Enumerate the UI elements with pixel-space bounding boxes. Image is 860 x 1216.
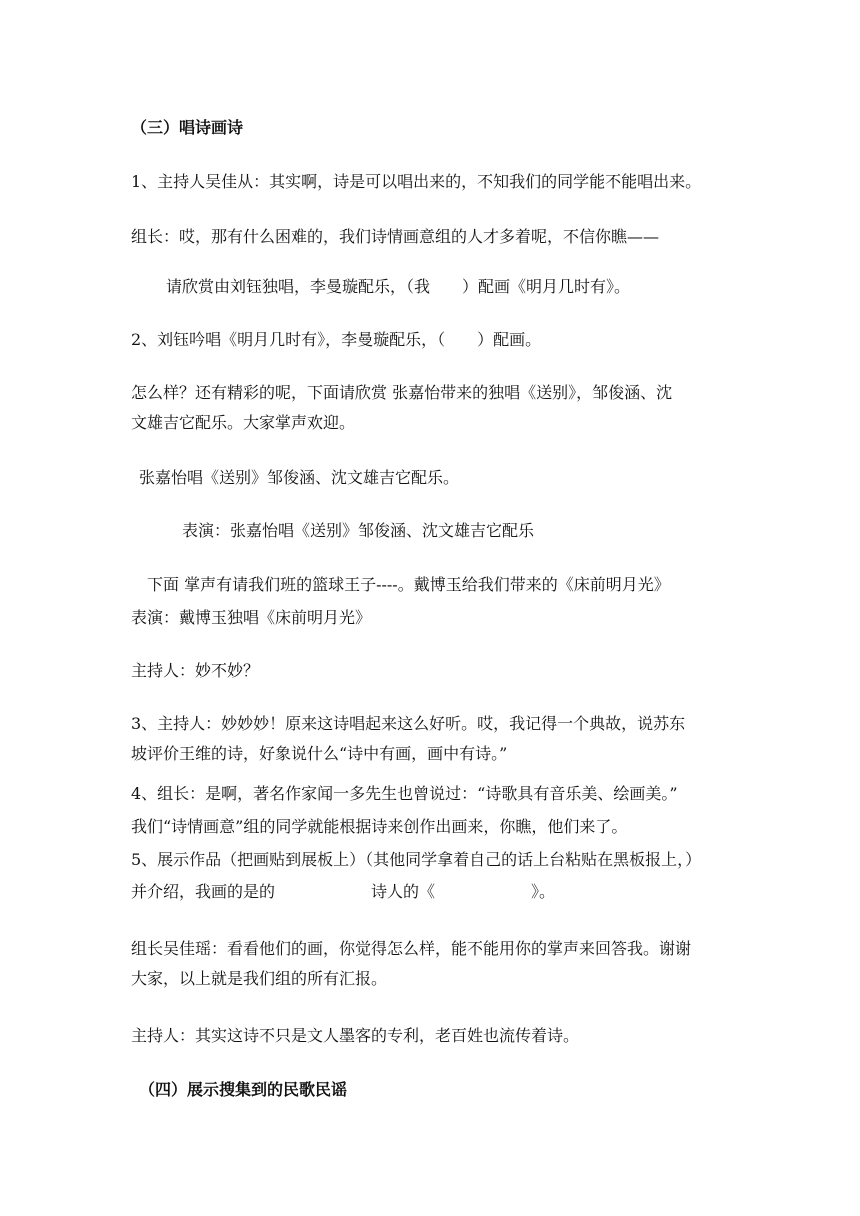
paragraph-line: 张嘉怡唱《送别》邹俊涵、沈文雄吉它配乐。 bbox=[139, 468, 460, 487]
paragraph-line: 主持人：其实这诗不只是文人墨客的专利，老百姓也流传着诗。 bbox=[131, 1026, 580, 1045]
paragraph-line: 组长吴佳瑶：看看他们的画，你觉得怎么样，能不能用你的掌声来回答我。谢谢 bbox=[131, 939, 692, 958]
paragraph-line: 4、组长：是啊，著名作家闻一多先生也曾说过：“诗歌具有音乐美、绘画美。” bbox=[131, 784, 678, 803]
paragraph-line: 大家，以上就是我们组的所有汇报。 bbox=[131, 969, 388, 988]
paragraph-line: 坡评价王维的诗，好象说什么“诗中有画，画中有诗。” bbox=[131, 744, 508, 763]
paragraph-line: 请欣赏由刘钰独唱，李曼璇配乐，（我 ）配画《明月几时有》。 bbox=[166, 277, 631, 296]
section-heading-3: （三）唱诗画诗 bbox=[131, 118, 244, 137]
paragraph-line: 文雄吉它配乐。大家掌声欢迎。 bbox=[131, 413, 356, 432]
paragraph-line: 组长：哎，那有什么困难的，我们诗情画意组的人才多着呢，不信你瞧—— bbox=[131, 227, 660, 246]
paragraph-line: 表演：戴博玉独唱《床前明月光》 bbox=[131, 608, 372, 627]
section-heading-4: （四）展示搜集到的民歌民谣 bbox=[139, 1080, 348, 1099]
paragraph-line: 我们“诗情画意”组的同学就能根据诗来创作出画来，你瞧，他们来了。 bbox=[131, 817, 628, 836]
paragraph-line: 怎么样？还有精彩的呢，下面请欣赏 张嘉怡带来的独唱《送别》，邹俊涵、沈 bbox=[131, 383, 673, 402]
paragraph-line: 表演：张嘉怡唱《送别》邹俊涵、沈文雄吉它配乐 bbox=[182, 521, 535, 540]
paragraph-line: 2、刘钰吟唱《明月几时有》，李曼璇配乐，（ ）配画。 bbox=[131, 330, 542, 349]
paragraph-line: 5、展示作品（把画贴到展板上）（其他同学拿着自己的话上台粘贴在黑板报上，） bbox=[131, 850, 702, 869]
paragraph-line: 主持人：妙不妙？ bbox=[131, 661, 260, 680]
paragraph-line: 1、主持人吴佳从：其实啊，诗是可以唱出来的，不知我们的同学能不能唱出来。 bbox=[131, 172, 702, 191]
paragraph-line: 下面 掌声有请我们班的篮球王子----。戴博玉给我们带来的《床前明月光》 bbox=[147, 575, 670, 594]
paragraph-line: 并介绍，我画的是的 诗人的《 》。 bbox=[131, 882, 556, 901]
paragraph-line: 3、主持人：妙妙妙！原来这诗唱起来这么好听。哎，我记得一个典故，说苏东 bbox=[131, 714, 686, 733]
